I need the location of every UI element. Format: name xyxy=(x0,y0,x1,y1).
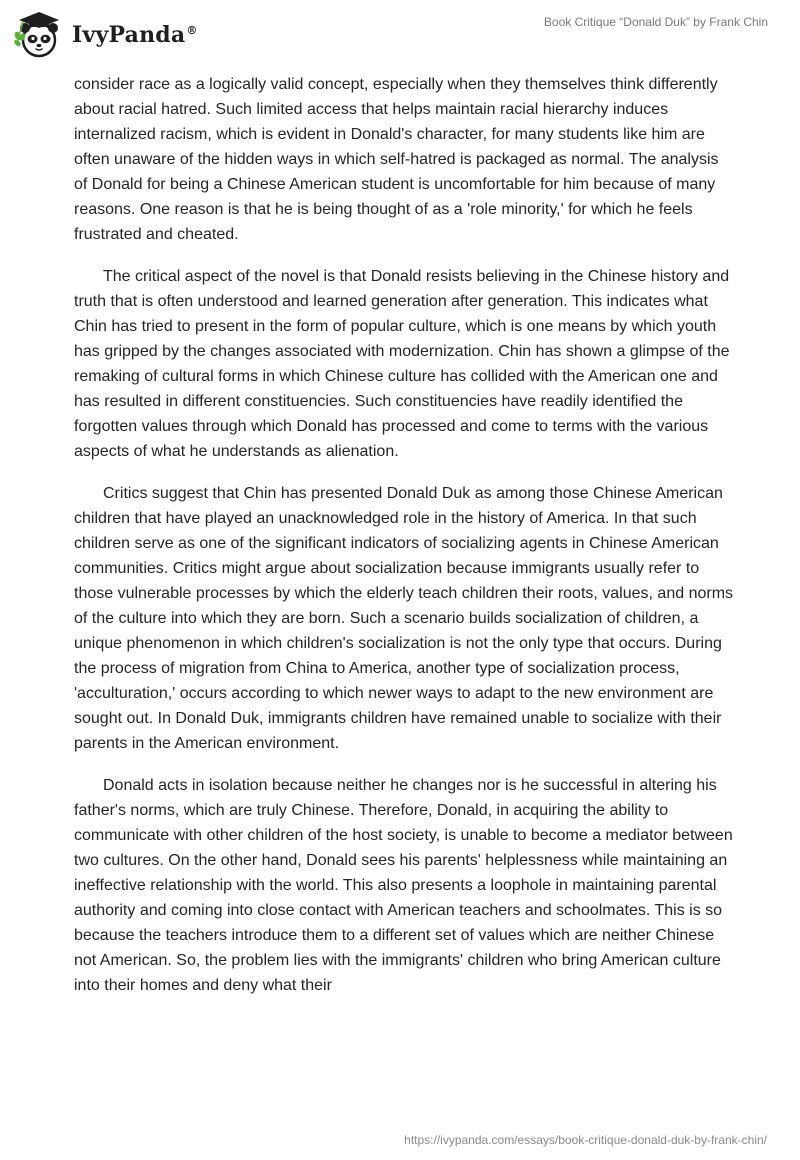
panda-graduation-cap-icon xyxy=(14,9,66,59)
paragraph-4: Donald acts in isolation because neither he changes nor is he successful in altering his father's norms, which are truly Chinese. Therefore, Donald, in acquiring the ability to communicate with other children of the host society, is unable to become a mediator between two cultures. On the other hand, Donald sees his parents' helplessness while maintaining an ineffective relationship with the world. This also presents a loophole in maintaining parental authority and coming into close contact with American teachers and schoolmates. This is so because the teachers introduce them to a different set of values which are neither Chinese not American. So, the problem lies with the immigrants' children who bring American culture into their homes and deny what their xyxy=(74,777,733,994)
paragraph-3: Critics suggest that Chin has presented Donald Duk as among those Chinese American children that have played an unacknowledged role in the history of America. In that such children serve as one of the significant indicators of socializing agents in Chinese American communities. Critics might argue about socialization because immigrants usually refer to those vulnerable processes by which the elderly teach children their roots, values, and norms of the culture into which they are born. Such a scenario builds socialization of children, a unique phenomenon in which children's socialization is not the only type that occurs. During the process of migration from China to America, another type of socialization process, 'acculturation,' occurs according to which newer ways to adapt to the new environment are sought out. In Donald Duk, immigrants children have remained unable to socialize with their parents in the American environment. xyxy=(74,485,734,752)
document-title: Book Critique “Donald Duk” by Frank Chin xyxy=(543,15,768,29)
source-url[interactable]: https://ivypanda.com/essays/book-critique-donald-duk-by-frank-chin/ xyxy=(404,1133,767,1147)
brand-name: IvyPanda® xyxy=(72,22,198,48)
page-header xyxy=(0,0,800,70)
paragraph-2: The critical aspect of the novel is that Donald resists believing in the Chinese history and truth that is often understood and learned generation after generation. This indicates what Chin has tried to present in the form of popular culture, which is one means by which youth has gripped by the changes associated with modernization. Chin has shown a glimpse of the remaking of cultural forms in which Chinese culture has collided with the American one and has resulted in different constituencies. Such constituencies have readily identified the forgotten values through which Donald has processed and come to terms with the various aspects of what he understands as alienation. xyxy=(74,268,730,460)
paragraph-1: consider race as a logically valid concept, especially when they themselves think differently about racial hatred. Such limited access that helps maintain racial hierarchy induces internalized racism, which is evident in Donald's character, for many students like him are often unaware of the hidden ways in which self-hatred is packaged as normal. The analysis of Donald for being a Chinese American student is uncomfortable for him because of many reasons. One reason is that he is being thought of as a 'role minority,' for which he feels frustrated and cheated. xyxy=(74,76,719,243)
essay-body xyxy=(74,72,734,1015)
ivypanda-logo[interactable] xyxy=(14,9,198,59)
registered-mark: ® xyxy=(186,23,198,37)
